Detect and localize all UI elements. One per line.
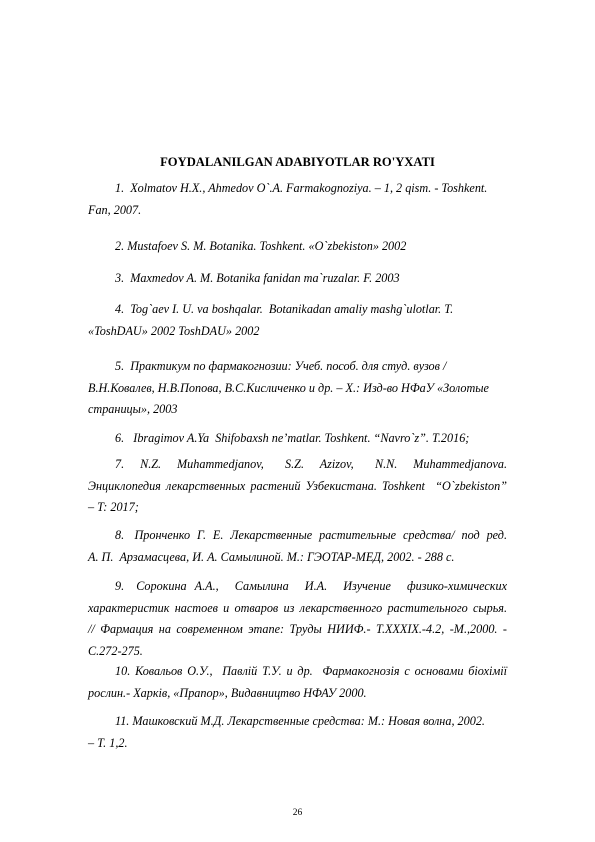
document-page (88, 0, 507, 842)
reference-line: 3. Maxmedov A. M. Botanika fanidan ma`ruzalar. F. 2003 (115, 271, 400, 285)
reference-line: характеристик настоев и отваров из лекарственного растительного сырья. (88, 600, 507, 615)
reference-line: 11. Машковский М.Д. Лекарственные средства: М.: Новая волна, 2002. (115, 714, 485, 728)
reference-line: // Фармация на современном этапе: Труды НИИФ.- Т.XXXIX.-4.2, -М.,2000. - (88, 622, 507, 637)
reference-item-3 (88, 268, 507, 290)
reference-line: рослин.- Харків, «Прапор», Видавництво НФАУ 2000. (88, 685, 367, 700)
reference-item-5 (88, 356, 507, 421)
reference-line: Энциклопедия лекарственных растений Узбекистана. Toshkent “O`zbekiston” (88, 478, 507, 493)
reference-line: – T: 2017; (88, 500, 139, 515)
reference-item-6 (88, 428, 507, 450)
reference-line: страницы», 2003 (88, 402, 178, 417)
reference-item-9 (88, 576, 507, 662)
reference-line: 5. Практикум по фармакогнозии: Учеб. пособ. для студ. вузов / (115, 359, 447, 373)
reference-line: 2. Mustafoev S. M. Botanika. Toshkent. «O`zbekiston» 2002 (115, 239, 407, 253)
reference-line: 10. Ковальов О.У., Павлій Т.У. и др. Фармакогнозія с основами біохімії (115, 664, 507, 678)
page-number: 26 (292, 808, 303, 818)
reference-line: С.272-275. (88, 643, 143, 658)
reference-item-10 (88, 661, 507, 704)
reference-line: «ToshDAU» 2002 ToshDAU» 2002 (88, 323, 260, 338)
reference-item-4 (88, 299, 507, 342)
reference-line: 8. Пронченко Г. Е. Лекарственные растительные средства/ под ред. (115, 528, 507, 542)
reference-item-7 (88, 454, 507, 519)
reference-line: – Т. 1,2. (88, 735, 128, 750)
reference-line: Fan, 2007. (88, 202, 142, 217)
reference-line: 7. N.Z. Muhammedjanov, S.Z. Azizov, N.N. Muhammedjanova. (115, 457, 507, 471)
page-title: FOYDALANILGAN ADABIYOTLAR RO'YXATI (160, 155, 435, 169)
reference-line: 6. Ibragimov A.Ya Shifobaxsh ne’matlar. Toshkent. “Navro`z”. T.2016; (115, 431, 470, 445)
reference-line: 1. Xolmatov H.X., Ahmedov O`.A. Farmakognoziya. – 1, 2 qism. - Toshkent. (115, 181, 488, 195)
reference-item-11 (88, 711, 507, 754)
reference-item-8 (88, 525, 507, 568)
reference-line: 4. Tog`aev I. U. va boshqalar. Botanikadan amaliy mashg`ulotlar. T. (115, 302, 454, 316)
reference-line: 9. Сорокина А.А., Самылина И.А. Изучение физико-химических (115, 579, 507, 593)
reference-line: В.Н.Ковалев, Н.В.Попова, В.С.Кисличенко и др. – Х.: Изд-во НФаУ «Золотые (88, 380, 489, 395)
reference-item-2 (88, 236, 507, 258)
reference-line: А. П. Арзамасцева, И. А. Самылиной. М.: ГЭОТАР-МЕД, 2002. - 288 с. (88, 549, 455, 564)
reference-item-1 (88, 178, 507, 221)
